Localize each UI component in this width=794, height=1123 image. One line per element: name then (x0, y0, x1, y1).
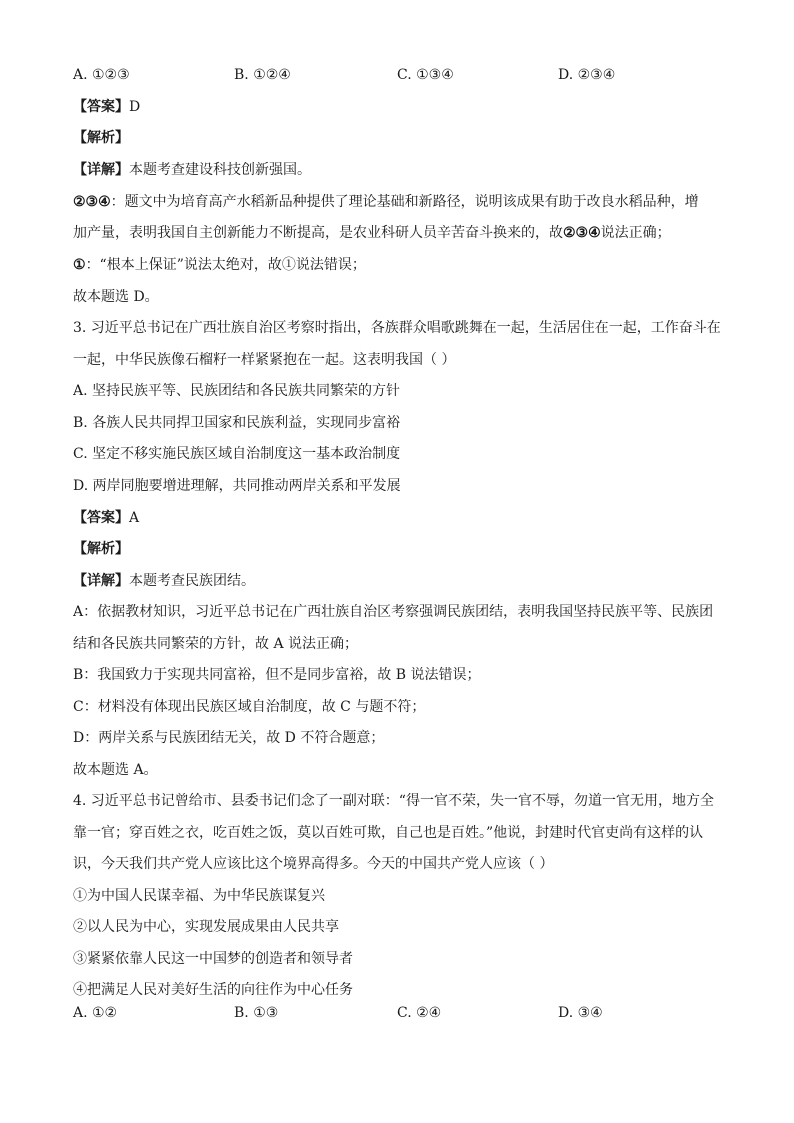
q2-option-a: A. ①②③ (73, 67, 130, 83)
q2-explain-line1 (73, 192, 723, 212)
q3-explain-a1: A：依据教材知识，习近平总书记在广西壮族自治区考察强调民族团结，表明我国坚持民族平等、民族团 (73, 604, 714, 620)
q3-stem-line1: 3. 习近平总书记在广西壮族自治区考察时指出，各族群众唱歌跳舞在一起，生活居住在一起，工作奋斗在 (73, 320, 721, 336)
detail-text: 本题考查建设科技创新强国。 (129, 162, 311, 178)
q4-option-b: B. ①③ (234, 1005, 279, 1021)
q4-option-a: A. ①② (73, 1005, 118, 1021)
q2-answer (73, 97, 723, 117)
q4-statement-1: ①为中国人民谋幸福、为中华民族谋复兴 (73, 888, 325, 904)
q3-option-a: A. 坚持民族平等、民族团结和各民族共同繁荣的方针 (73, 383, 401, 399)
detail-text: 本题考查民族团结。 (129, 573, 255, 589)
q3-option-b: B. 各族人民共同捍卫国家和民族利益，实现同步富裕 (73, 415, 401, 431)
answer-value: D (129, 99, 141, 115)
q3-explain-b: B：我国致力于实现共同富裕，但不是同步富裕，故 B 说法错误； (73, 667, 481, 683)
q3-stem-line2: 一起，中华民族像石榴籽一样紧紧抱在一起。这表明我国（ ） (73, 352, 456, 368)
explain-text: ：“根本上保证”说法太绝对，故①说法错误； (85, 257, 366, 273)
q3-analysis-tag (73, 539, 723, 559)
answer-tag: 【答案】 (73, 99, 129, 115)
q4-stem-line2: 靠一官；穿百姓之衣，吃百姓之饭，莫以百姓可欺，自己也是百姓。”他说，封建时代官吏尚有这样的认 (73, 825, 704, 841)
answer-tag: 【答案】 (73, 510, 129, 526)
q3-explain-c: C：材料没有体现出民族区域自治制度，故 C 与题不符； (73, 699, 426, 715)
q4-statement-4: ④把满足人民对美好生活的向往作为中心任务 (73, 982, 353, 998)
q2-option-c: C. ①③④ (397, 67, 454, 83)
q4-stem-line3: 识，今天我们共产党人应该比这个境界高得多。今天的中国共产党人应该（ ） (73, 856, 554, 872)
answer-value: A (129, 510, 140, 526)
q4-statement-2: ②以人民为中心，实现发展成果由人民共享 (73, 919, 339, 935)
q2-option-b: B. ①②④ (234, 67, 291, 83)
q4-statement-3: ③紧紧依靠人民这一中国梦的创造者和领导者 (73, 951, 353, 967)
explain-lead: ① (73, 257, 86, 273)
explain-text: 说法正确； (600, 225, 671, 241)
q3-answer (73, 508, 723, 528)
explain-text: ：题文中为培育高产水稻新品种提供了理论基础和新路径，说明该成果有助于改良水稻品种，增 (110, 194, 699, 210)
q3-option-c: C. 坚定不移实施民族区域自治制度这一基本政治制度 (73, 446, 401, 462)
explain-text: 加产量，表明我国自主创新能力不断提高，是农业科研人员辛苦奋斗换来的，故 (73, 225, 563, 241)
analysis-tag: 【解析】 (73, 130, 129, 146)
explain-lead: ②③④ (73, 194, 111, 210)
q4-stem-line1: 4. 习近平总书记曾给市、县委书记们念了一副对联：“得一官不荣，失一官不辱，勿道一官无用，地方全 (73, 793, 714, 809)
q3-conclusion: 故本题选 A。 (73, 762, 158, 778)
q3-explain-a2: 结和各民族共同繁荣的方针，故 A 说法正确； (73, 636, 359, 652)
detail-tag: 【详解】 (73, 162, 129, 178)
q2-detail (73, 160, 723, 180)
q3-option-d: D. 两岸同胞要增进理解，共同推动两岸关系和平发展 (73, 478, 401, 494)
q2-analysis-tag (73, 128, 723, 148)
q4-option-d: D. ③④ (558, 1005, 603, 1021)
q2-explain-line3 (73, 255, 723, 275)
q2-explain-line2 (73, 223, 723, 243)
q3-explain-d: D：两岸关系与民族团结无关，故 D 不符合题意； (73, 730, 385, 746)
q2-conclusion: 故本题选 D。 (73, 289, 159, 305)
q2-option-d: D. ②③④ (558, 67, 616, 83)
q3-detail (73, 571, 723, 591)
detail-tag: 【详解】 (73, 573, 129, 589)
q4-option-c: C. ②④ (397, 1005, 442, 1021)
explain-lead: ②③④ (563, 225, 601, 241)
analysis-tag: 【解析】 (73, 541, 129, 557)
